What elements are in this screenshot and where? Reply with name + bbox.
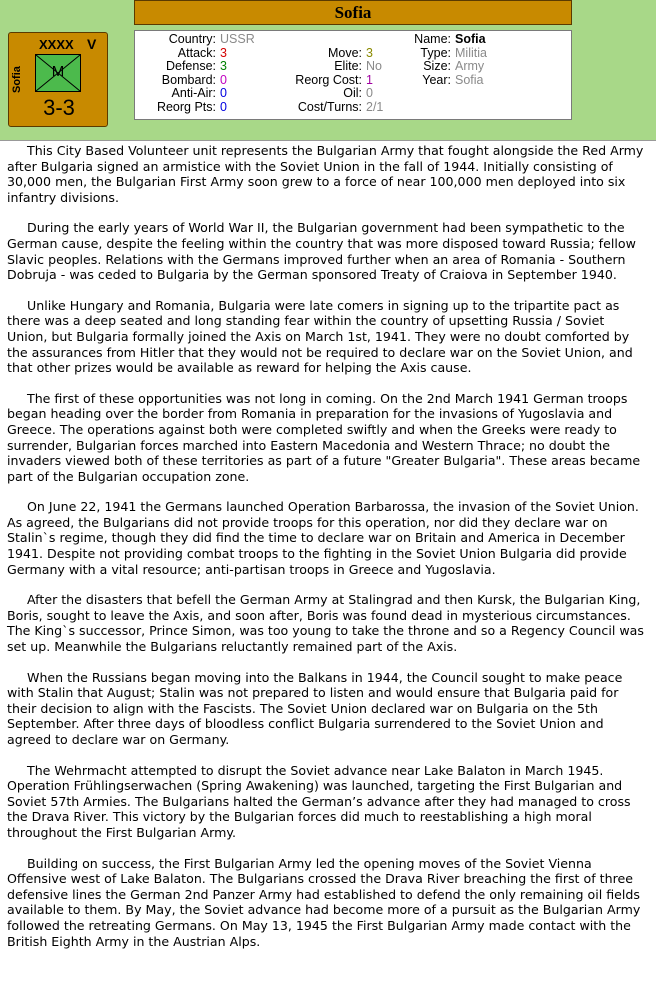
unit-title: Sofia <box>134 0 572 25</box>
stat-row <box>359 47 487 61</box>
description-paragraph: During the early years of World War II, the Bulgarian government had been sympathetic to the German cause, despite the feeling within the country that was more disposed toward Russia; fellow Slavic peoples. Relations with the Germans improved further when an area of Romania - Southern Dobruja - was ceded to Bulgaria by the German sponsored Treaty of Craiova in September 1940. <box>7 220 636 283</box>
stat-label: Bombard: <box>161 72 216 87</box>
stat-label: Size: <box>423 59 451 74</box>
description-paragraph: The Wehrmacht attempted to disrupt the Soviet advance near Lake Balaton in March 1945. Operation Frühlingserwachen (Spring Awakening) was launched, targeting the First Bulgarian and Soviet 57th Armies. The Bulgarians halted the German’s advance after they had managed to cross the Drava River. This victory by the Bulgarian forces did much to reestablishing a high moral throughout the First Bulgarian Army. <box>7 762 631 840</box>
stat-value: Sofia <box>455 72 484 87</box>
stats-column-1 <box>135 33 255 115</box>
stat-value: 2/1 <box>366 99 384 114</box>
stat-row <box>135 47 255 61</box>
stat-value: 3 <box>220 45 227 60</box>
stat-value: 3 <box>220 59 227 74</box>
stat-value: 0 <box>220 86 227 101</box>
stat-value: 0 <box>366 86 373 101</box>
stat-row <box>245 101 383 115</box>
stat-label: Type: <box>420 45 451 60</box>
stat-row <box>359 74 487 88</box>
unit-counter <box>8 32 108 127</box>
counter-unit-name: Sofia <box>11 66 23 93</box>
stat-value: Militia <box>455 45 487 60</box>
stat-row <box>359 33 487 47</box>
stat-value: No <box>366 59 382 74</box>
unit-stats-panel <box>134 30 572 120</box>
stat-value: 0 <box>220 72 227 87</box>
stat-value: 3 <box>366 45 373 60</box>
description-paragraph: This City Based Volunteer unit represents the Bulgarian Army that fought alongside the Red Army after Bulgaria signed an armistice with the Soviet Union in the fall of 1944. Initially consisting of 30,000 men, the Bulgarian First Army soon grew to a force of near 100,000 men deployed into six infantry divisions. <box>7 143 644 205</box>
stat-row <box>359 60 487 74</box>
description-paragraph: Building on success, the First Bulgarian Army led the opening moves of the Soviet Vienna Offensive west of Lake Balaton. The Bulgarians crossed the Drava River breaching the first of three defensive lines the German 2nd Panzer Army had established to defend the only remaining oil fields available to them. By May, the Soviet advance had become more of a pursuit as the Bulgarian Army followed the retreating Germans. On May 13, 1945 the First Bulgarian Army made contact with the British Eighth Army in the Austrian Alps. <box>7 855 641 949</box>
stat-label: Defense: <box>165 59 216 74</box>
stat-label: Reorg Pts: <box>156 99 216 114</box>
description-paragraph: The first of these opportunities was not long in coming. On the 2nd March 1941 German troops began heading over the border from Romania in preparation for the invasions of Yugoslavia and Greece. The operations against both were completed swiftly and when the Greeks were ready to surrender, Bulgarian forces marched into Eastern Macedonia and Western Thrace; no doubt the invaders viewed both of these territories as part of a future "Greater Bulgaria". These areas became part of the Bulgarian occupation zone. <box>7 390 641 484</box>
unit-header <box>0 0 656 140</box>
description-paragraph: Unlike Hungary and Romania, Bulgaria were late comers in signing up to the tripartite pact as there was a deep seated and long standing fear within the country of upsetting Russia / Soviet Union, but Bulgaria formally joined the Axis on March 1st, 1941. They were no doubt comforted by the assurances from Hitler that they would not be required to declare war on the Soviet Union, and that other prizes would be available as reward for helping the Axis cause. <box>7 297 633 376</box>
unit-description <box>0 140 656 987</box>
stat-row <box>245 87 383 101</box>
stat-label: Country: <box>168 32 216 46</box>
counter-strength: 3-3 <box>43 95 75 120</box>
counter-army-number: V <box>87 36 97 52</box>
stat-value: Sofia <box>455 32 486 46</box>
stat-label: Attack: <box>177 45 216 60</box>
description-paragraph: When the Russians began moving into the Balkans in 1944, the Council sought to make peace with Stalin that August; Stalin was not prepared to listen and would ensure that Bulgaria paid for their decision to align with the Fascists. The Soviet Union declared war on Bulgaria on the 5th September. After three days of bloodless conflict Bulgaria surrendered to the Soviet Union and agreed to declare war on Germany. <box>7 669 623 747</box>
stats-column-3 <box>359 33 487 87</box>
militia-symbol-icon <box>35 54 81 92</box>
stat-row <box>135 60 255 74</box>
counter-type-letter: M <box>51 63 65 80</box>
stat-row <box>135 33 255 47</box>
stat-label: Reorg Cost: <box>295 72 362 87</box>
stat-value: USSR <box>220 32 255 46</box>
stat-value: 0 <box>220 99 227 114</box>
stat-label: Cost/Turns: <box>297 99 362 114</box>
stat-row <box>135 101 255 115</box>
description-paragraph: On June 22, 1941 the Germans launched Operation Barbarossa, the invasion of the Soviet Union. As agreed, the Bulgarians did not provide troops for this operation, nor did they declare war on Stalin`s regime, though they did find the time to declare war on Britain and America in December 1941. Despite not providing combat troops to the fighting in the Soviet Union Bulgaria did provide Germany with a vital resource; anti-partisan troops in Greece and Yugoslavia. <box>7 499 639 577</box>
stat-label: Name: <box>414 32 451 46</box>
stat-value: Army <box>455 59 485 74</box>
stat-label: Anti-Air: <box>171 86 216 101</box>
stat-label: Elite: <box>334 59 362 74</box>
stat-label: Oil: <box>343 86 362 101</box>
counter-size-marker: XXXX <box>39 37 74 52</box>
stat-row <box>135 74 255 88</box>
stat-label: Move: <box>327 45 362 60</box>
stat-label: Year: <box>422 72 451 87</box>
description-paragraph: After the disasters that befell the German Army at Stalingrad and then Kursk, the Bulgarian King, Boris, sought to leave the Axis, and soon after, Boris was found dead in mysterious circumstances. The King`s successor, Prince Simon, was too young to take the throne and so a Regency Council was set up. Meanwhile the Bulgarians reluctantly remained part of the Axis. <box>7 592 644 655</box>
stat-value: 1 <box>366 72 373 87</box>
stat-row <box>135 87 255 101</box>
